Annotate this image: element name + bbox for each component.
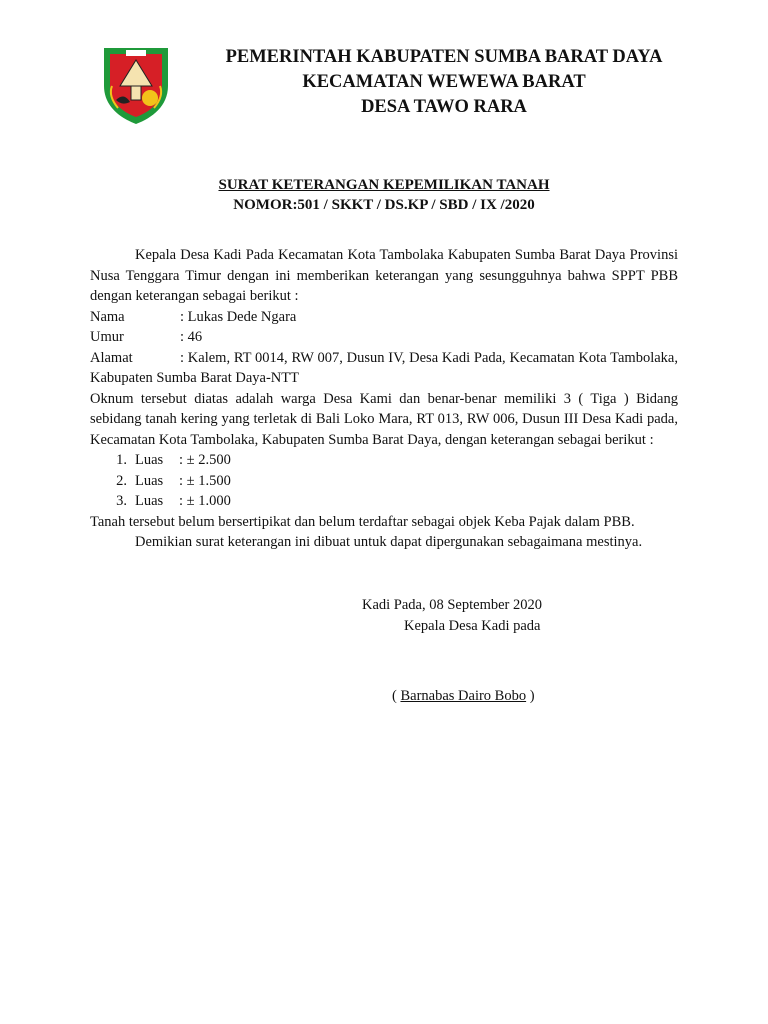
- field-age: [90, 327, 678, 348]
- field-value: : Lukas Dede Ngara: [180, 308, 297, 325]
- list-item: [90, 471, 678, 492]
- plot-label: Luas: [135, 452, 164, 468]
- list-item: [90, 491, 678, 512]
- plot-value: : ± 1.500: [179, 472, 231, 489]
- field-label: Nama: [90, 308, 125, 325]
- letterhead-regency: PEMERINTAH KABUPATEN SUMBA BARAT DAYA: [225, 47, 663, 67]
- field-address: [90, 348, 678, 389]
- closing-paragraph: Demikian surat keterangan ini dibuat untuk dapat dipergunakan sebagaimana mestinya.: [135, 534, 643, 550]
- plot-list: [90, 450, 678, 512]
- intro-paragraph: Kepala Desa Kadi Pada Kecamatan Kota Tambolaka Kabupaten Sumba Barat Daya Provinsi Nusa Tenggara Timur dengan ini memberikan keterangan yang sesungguhnya bahwa SPPT PBB dengan keterangan sebagai berikut :: [90, 247, 678, 304]
- field-label: Alamat: [90, 349, 133, 366]
- paren-close: ): [526, 688, 535, 704]
- place-date: Kadi Pada, 08 September 2020: [362, 597, 543, 613]
- signatory-role: Kepala Desa Kadi pada: [404, 618, 541, 634]
- signatory-name: Barnabas Dairo Bobo: [400, 688, 527, 704]
- field-name: [90, 307, 678, 328]
- list-item: [90, 450, 678, 471]
- plot-number: 2.: [116, 472, 127, 489]
- note-paragraph: Tanah tersebut belum bersertipikat dan belum terdaftar sebagai objek Keba Pajak dalam PBB.: [90, 513, 635, 530]
- letter-heading: SURAT KETERANGAN KEPEMILIKAN TANAH: [218, 177, 550, 193]
- plot-number: 1.: [116, 452, 127, 468]
- coat-of-arms-icon: [98, 42, 174, 126]
- letterhead: [200, 45, 688, 120]
- letter-number: NOMOR:501 / SKKT / DS.KP / SBD / IX /2020: [233, 197, 535, 213]
- paren-open: (: [392, 688, 401, 704]
- letter-title: [90, 175, 678, 215]
- field-label: Umur: [90, 329, 124, 345]
- plot-value: : ± 1.000: [179, 493, 231, 509]
- plot-value: : ± 2.500: [179, 452, 231, 468]
- letterhead-district: KECAMATAN WEWEWA BARAT: [302, 72, 586, 92]
- signatory-name-line: [90, 686, 678, 707]
- plot-label: Luas: [135, 493, 164, 509]
- letter-body: [90, 245, 678, 553]
- field-value: : 46: [180, 329, 203, 345]
- field-value: : Kalem, RT 0014, RW 007, Dusun IV, Desa Kadi Pada, Kecamatan Kota Tambolaka, Kabupaten Sumba Barat Daya-NTT: [90, 349, 678, 386]
- statement-paragraph: Oknum tersebut diatas adalah warga Desa Kami dan benar-benar memiliki 3 ( Tiga ) Bidang sebidang tanah kering yang terletak di Bali Loko Mara, RT 013, RW 006, Dusun III Desa Kadi pada, Kecamatan Kota Tambolaka, Kabupaten Sumba Barat Daya, dengan keterangan sebagai berikut :: [90, 390, 678, 448]
- letterhead-village: DESA TAWO RARA: [361, 97, 527, 117]
- plot-label: Luas: [135, 472, 164, 489]
- signature-block: [90, 595, 678, 707]
- plot-number: 3.: [116, 493, 127, 509]
